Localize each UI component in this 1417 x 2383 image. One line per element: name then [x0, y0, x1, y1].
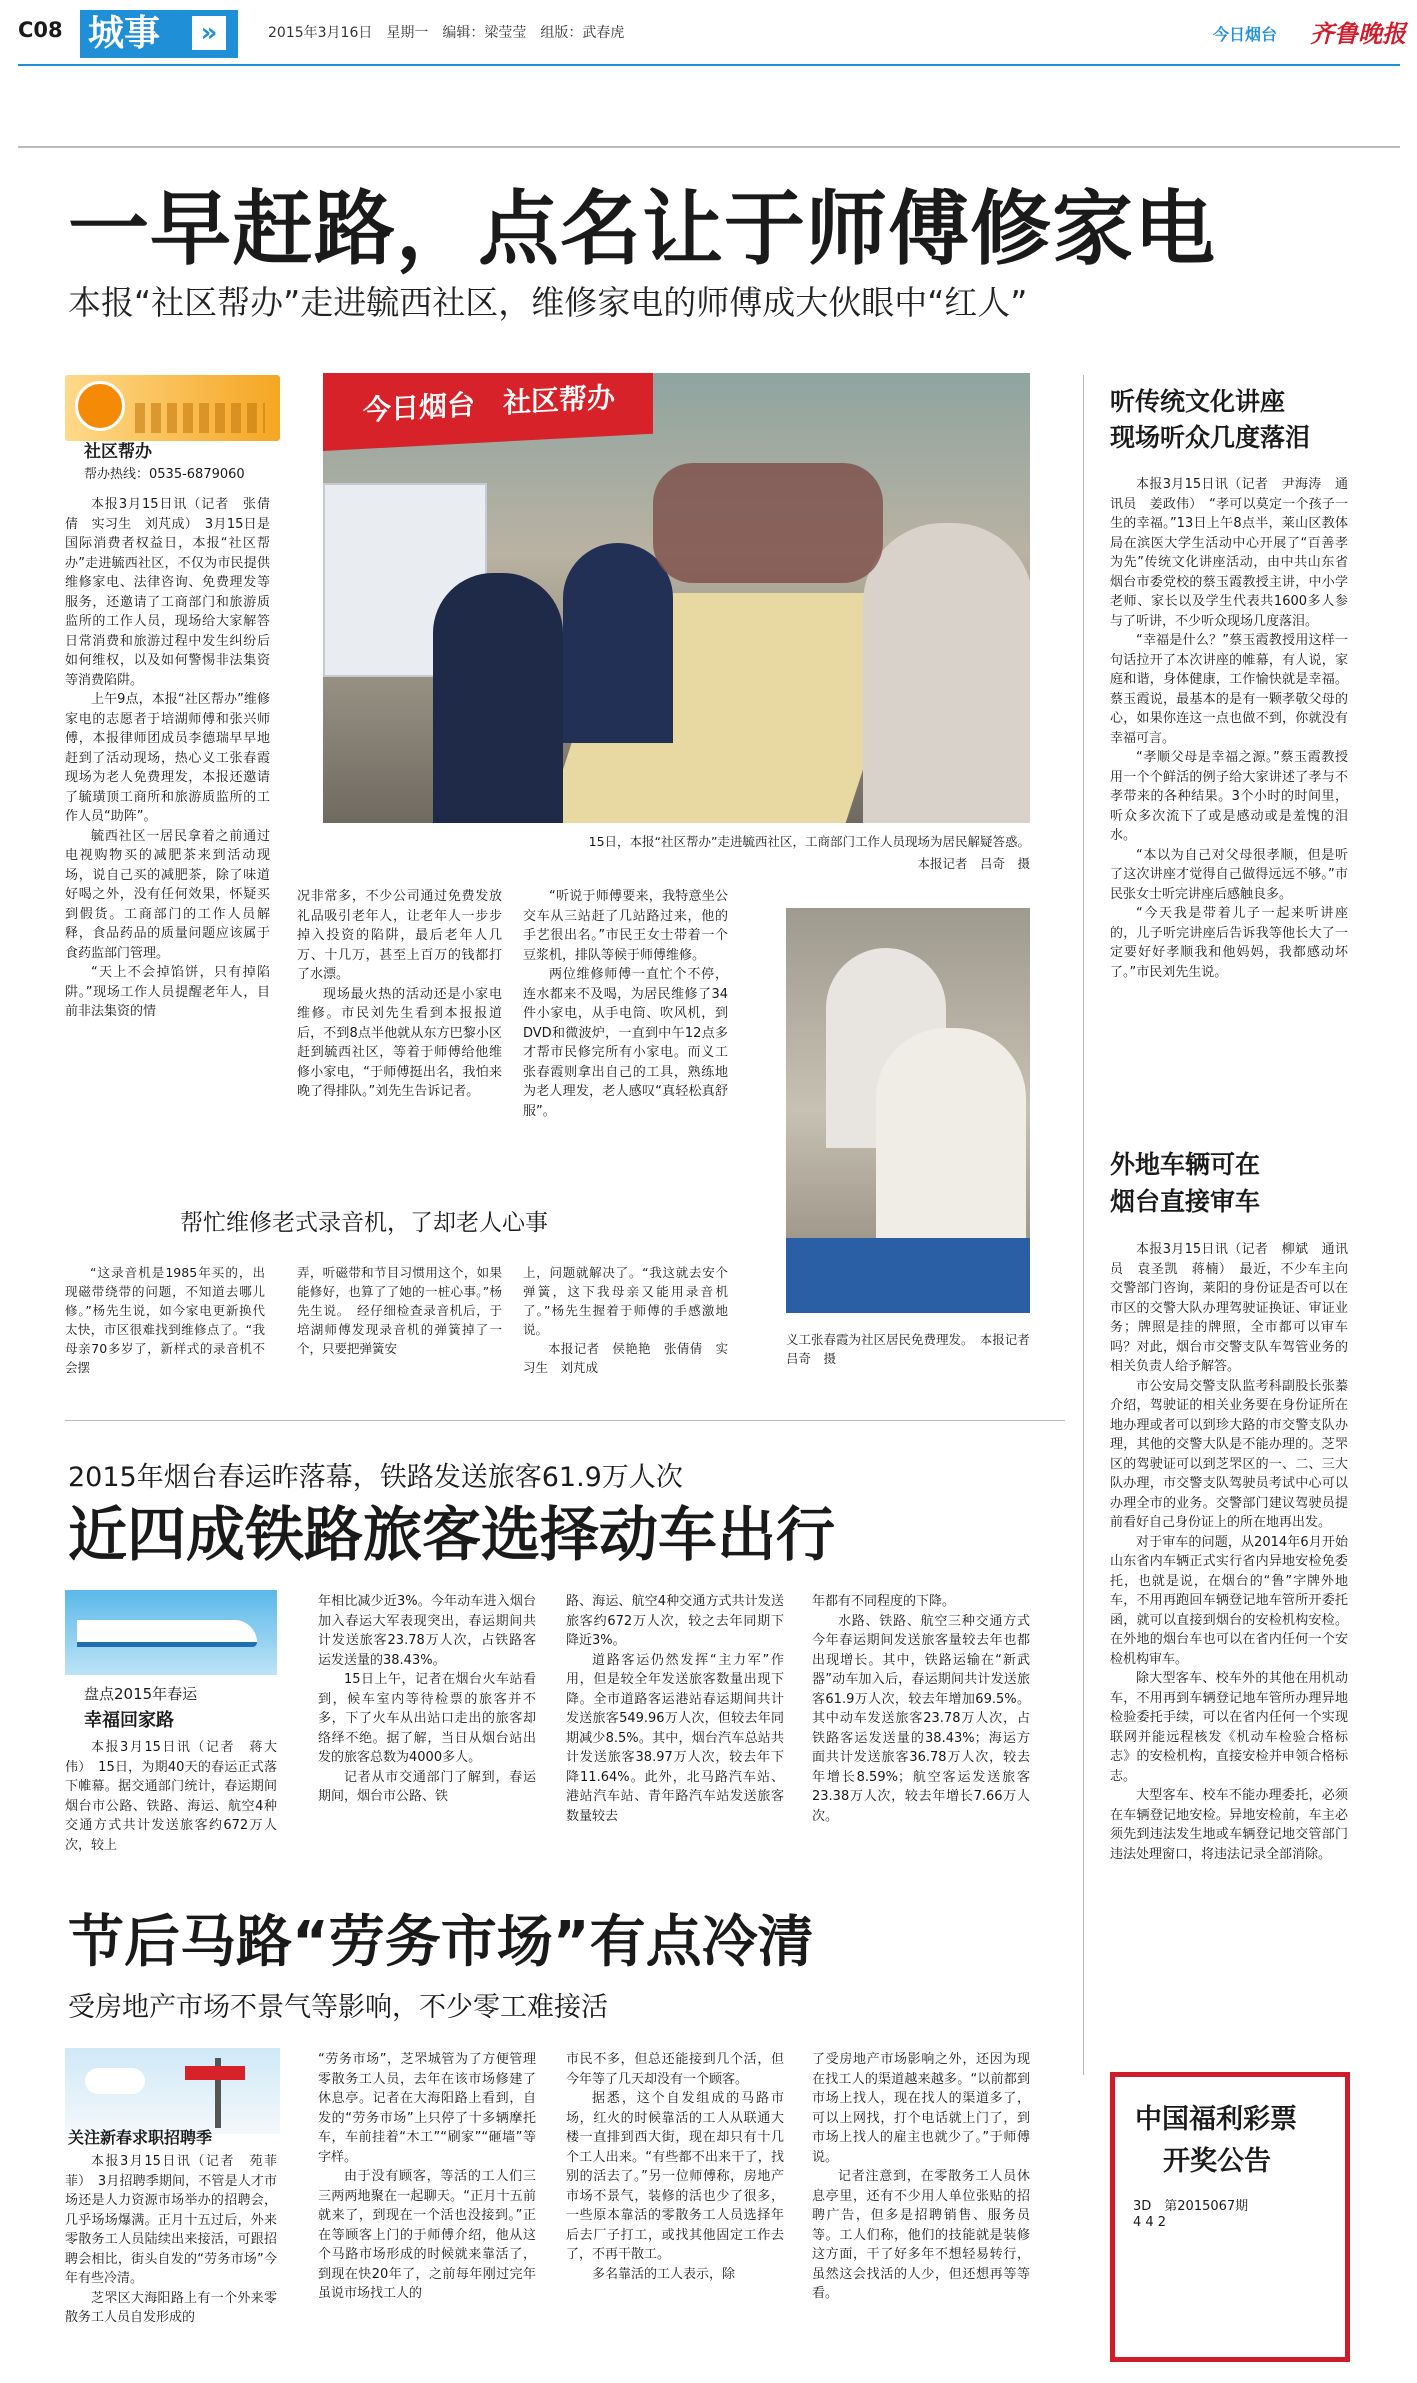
paragraph: “劳务市场”，芝罘城管为了方便管理零散务工人员，去年在该市场修建了休息亭。记者在大海阳路上看到，自发的“劳务市场”上只停了十多辆摩托车，车前挂着“木工”“刷家”“砸墙”等字样。: [318, 2052, 536, 2165]
city-skyline-icon: [135, 403, 265, 433]
rail-logo-small: 盘点2015年春运: [84, 1685, 198, 1703]
lead-col2: [297, 887, 502, 1177]
crowd: [653, 463, 883, 583]
paragraph: 15日上午，记者在烟台火车站看到，候车室内等待检票的旅客并不多，下了火车从出站口走出的旅客却络绎不绝。据了解，当日从烟台站出发的旅客总数为4000多人。: [318, 1672, 536, 1765]
lecture-body: [1110, 475, 1348, 1095]
paragraph: 水路、铁路、航空三种交通方式今年春运期间发送旅客量较去年也都出现增长。其中，铁路运输在“新武器”动车加入后，春运期间共计发送旅客61.9万人次，较去年增加69.5%。其中动车发送旅客23.78万人次，占铁路客运发送量的38.43%；海运方面共计发送旅客36.78万人次，较去年增长8.59%；航空客运发送旅客23.38万人次，较去年增长7.66万人次。: [812, 1613, 1030, 1824]
rail-col4: [812, 1592, 1030, 1892]
paragraph: 上午9点，本报“社区帮办”维修家电的志愿者于培湖师傅和张兴师傅，本报律师团成员李德瑞早早地赶到了活动现场，热心义工张春霞现场为老人免费理发，本报还邀请了毓璜顶工商所和旅游质监所的工作人员“助阵”。: [65, 692, 270, 824]
labor-col1: [65, 2152, 277, 2367]
paragraph: “天上不会掉馅饼，只有掉陷阱。”现场工作人员提醒老年人，目前非法集资的情: [65, 965, 270, 1019]
paragraph: 本报3月15日讯（记者 张倩倩 实习生 刘芃成） 3月15日是国际消费者权益日，本报“社区帮办”走进毓西社区，不仅为市民提供维修家电、法律咨询、免费理发等服务，还邀请了工商部门和旅游质监所的工作人员，现场给大家解答日常消费和旅游过程中发生纠纷后如何维权，以及如何警惕非法集资等消费陷阱。: [65, 497, 270, 688]
paragraph: 本报3月15日讯（记者 蒋大伟） 15日，为期40天的春运正式落下帷幕。据交通部门统计，春运期间烟台市公路、铁路、海运、航空4种交通方式共计发送旅客约672万人次，较上: [65, 1740, 277, 1853]
paragraph: 多名靠活的工人表示，除: [592, 2266, 736, 2282]
car-body: [1110, 1240, 1348, 2030]
subhead: 帮忙维修老式录音机，了却老人心事: [180, 1210, 548, 1236]
paragraph: 本报3月15日讯（记者 柳斌 通讯员 袁圣凯 蒋楠） 最近，不少车主向交警部门咨询，莱阳的身份证是否可以在市区的交警大队办理驾驶证换证、审证业务；牌照是挂的牌照，全市都可以审车吗？对此，烟台市交警支队车驾管业务的相关负责人给予解答。: [1110, 1242, 1348, 1374]
person-woman: [863, 523, 1030, 823]
section-block: [80, 10, 238, 58]
hotline: 帮办热线：0535-6879060: [84, 467, 245, 482]
paragraph: 本报3月15日讯（记者 尹海涛 通讯员 姜政伟） “孝可以莫定一个孩子一生的幸福。”13日上午8点半，莱山区教体局在滨医大学生活动中心开展了“百善孝为先”传统文化讲座活动，由中共山东省烟台市委党校的蔡玉霞教授主讲，中小学老师、家长以及学生代表共1600多人参与了听讲，不少听众现场几度落泪。: [1110, 477, 1348, 629]
column-logo: [65, 375, 280, 441]
paragraph: 毓西社区一居民拿着之前通过电视购物买的减肥茶来到活动现场，说自己买的减肥茶，除了味道好喝之外，没有任何效果，怀疑买到假货。工商部门的工作人员解释，食品药品的质量问题应该属于食药监部门管理。: [65, 828, 270, 961]
photo2-caption: 义工张春霞为社区居民免费理发。 本报记者 吕奇 摄: [786, 1332, 1043, 1366]
car-title-line1: 外地车辆可在: [1110, 1150, 1261, 1179]
red-cloth: [786, 1238, 1030, 1313]
masthead: [0, 0, 1417, 70]
signpost-arrow-icon: [185, 2066, 245, 2080]
paragraph: 记者从市交通部门了解到，春运期间，烟台市公路、铁: [318, 1769, 536, 1804]
paragraph: 两位维修师傅一直忙个不停，连水都来不及喝，为居民维修了34件小家电，从手电筒、吹风机，到DVD和微波炉，一直到中午12点多才帮市民修完所有小家电。而义工张春霞则拿出自己的工具，熟练地为老人理发，老人感叹“真轻松真舒服”。: [523, 967, 728, 1119]
lottery-draw: 3D 第2015067期: [1133, 2199, 1249, 2214]
rail-kicker: 2015年烟台春运昨落幕，铁路发送旅客61.9万人次: [68, 1462, 683, 1493]
lottery-title-line1: 中国福利彩票: [1135, 2104, 1297, 2135]
column-logo-title: 社区帮办: [84, 442, 152, 462]
labor-col2: [318, 2050, 536, 2368]
paragraph: 现场最火热的活动还是小家电维修。市民刘先生看到本报报道后，不到8点半他就从东方巴黎小区赶到毓西社区，等着于师傅给他维修小家电，“于师傅挺出名，我怕来晚了得排队。”刘先生告诉记者。: [297, 986, 502, 1099]
person-officer-1: [433, 573, 563, 823]
car-title-line2: 烟台直接审车: [1110, 1187, 1261, 1216]
paragraph: 本报3月15日讯（记者 苑菲菲） 3月招聘季期间，不管是人才市场还是人力资源市场举办的招聘会，几乎场场爆满。正月十五过后，外来零散务工人员陆续出来接活，可跟招聘会相比，街头自发的“劳务市场”今年有些冷清。: [65, 2154, 277, 2286]
section-label: 城事: [88, 13, 161, 54]
sub-col2: 弄，听磁带和节目习惯用这个，如果能修好，也算了了她的一桩心事。”杨先生说。 经仔细检查录音机后，于培湖师傅发现录音机的弹簧掉了一个，只要把弹簧安: [297, 1265, 502, 1356]
top-rule: [18, 146, 1400, 148]
red-banner: [323, 373, 653, 451]
paragraph: 道路客运仍然发挥“主力军”作用，但是较全年发送旅客数量出现下降。全市道路客运港站春运期间共计发送旅客549.96万人次，但较去年同期减少8.5%。其中，烟台汽车总站共计发送旅客38.97万人次，较去年下降11.64%。此外，北马路汽车站、港站汽车站、青年路汽车站发送旅客数量较去: [566, 1652, 784, 1824]
paragraph: “本以为自己对父母很孝顺，但是听了这次讲座才觉得自己做得远远不够。”市民张女士听完讲座后感触良多。: [1110, 847, 1348, 902]
paragraph: 年相比减少近3%。今年动车进入烟台加入春运大军表现突出，春运期间共计发送旅客23.78万人次，占铁路客运发送量的38.43%。: [318, 1594, 536, 1668]
labor-col4: [812, 2050, 1030, 2368]
paragraph: 据悉，这个自发组成的马路市场，红火的时候靠活的工人从联通大楼一直排到西大街，现在却只有十几个工人出来。“有些都不出来干了，找别的活去了。”另一位师傅称，房地产市场不景气，装修的活也少了很多，一些原本靠活的零散务工人员选择年后去厂子打工，或找其他固定工作去了，不再干散工。: [566, 2091, 784, 2262]
labor-logo: [65, 2048, 280, 2134]
rail-col2: [318, 1592, 536, 1892]
labor-col3: [566, 2050, 784, 2368]
lecture-title-line2: 现场听众几度落泪: [1110, 423, 1311, 452]
sub-col3: [523, 1263, 728, 1393]
date-line: 2015年3月16日 星期一 编辑：梁莹莹 组版：武春虎: [268, 25, 625, 41]
paragraph: 大型客车、校车不能办理委托，必须在车辆登记地安检。异地安检前，车主必须先到违法发生地或车辆登记地交管部门违法处理窗口，将违法记录全部消除。: [1110, 1788, 1348, 1862]
masthead-rule: [18, 64, 1400, 66]
paragraph: 市民不多，但总还能接到几个活，但今年等了几天却没有一个顾客。: [566, 2052, 784, 2087]
labor-subtitle: 受房地产市场不景气等影响，不少零工难接活: [68, 1992, 608, 2023]
photo1-caption: 15日，本报“社区帮办”走进毓西社区，工商部门工作人员现场为居民解疑答惑。: [588, 834, 1030, 849]
sidebar-divider: [1083, 375, 1084, 2075]
sub-col1: “这录音机是1985年买的，出现磁带绕带的问题，不知道去哪儿修。”杨先生说，如今家电更新换代太快，市区很难找到维修点了。“我母亲70多岁了，新样式的录音机不会摆: [65, 1265, 265, 1375]
lottery-box: [1110, 2072, 1350, 2362]
lead-col1: [65, 495, 270, 1240]
page-number: C08: [18, 18, 63, 42]
rail-col3: [566, 1592, 784, 1892]
lead-photo-haircut: [786, 908, 1030, 1313]
rail-col1: [65, 1738, 277, 1888]
paragraph: “听说于师傅要来，我特意坐公交车从三站赶了几站路过来，他的手艺很出名。”市民王女士带着一个豆浆机，排队等候于师傅维修。: [523, 889, 728, 963]
paragraph: 了受房地产市场影响之外，还因为现在找工人的渠道越来越多。“以前都到市场上找人，现在找人的渠道多了，可以上网找，打个电话就上门了，到市场上找人的雇主也就少了。”于师傅说。: [812, 2052, 1030, 2165]
headset-icon: [75, 381, 125, 431]
lecture-title-line1: 听传统文化讲座: [1110, 387, 1286, 416]
paragraph: 路、海运、航空4种交通方式共计发送旅客约672万人次，较之去年同期下降近3%。: [566, 1594, 784, 1648]
byline: 本报记者 侯艳艳 张倩倩 实习生 刘芃成: [523, 1341, 728, 1375]
section-rule: [65, 1420, 1065, 1421]
lead-subtitle: 本报“社区帮办”走进毓西社区，维修家电的师傅成大伙眼中“红人”: [68, 283, 1028, 322]
paragraph: 况非常多，不少公司通过免费发放礼品吸引老年人，让老年人一步步掉入投资的陷阱，最后老年人几万、十几万，甚至上百万的钱都打了水漂。: [297, 889, 502, 982]
lead-col3: [523, 887, 728, 1177]
rail-logo-big: 幸福回家路: [84, 1710, 174, 1731]
rail-title: 近四成铁路旅客选择动车出行: [68, 1500, 836, 1569]
paragraph: 上，问题就解决了。“我这就去安个弹簧，这下我母亲又能用录音机了。”杨先生握着于师傅的手感激地说。: [523, 1265, 728, 1337]
paragraph: 芝罘区大海阳路上有一个外来零散务工人员自发形成的: [65, 2290, 277, 2325]
photo1-credit: 本报记者 吕奇 摄: [917, 856, 1030, 871]
lottery-numbers: 4 4 2: [1133, 2215, 1167, 2230]
paragraph: “幸福是什么？”蔡玉霞教授用这样一句话拉开了本次讲座的帷幕，有人说，家庭和谐，身体健康，工作愉快就是幸福。蔡玉霞说，最基本的是有一颗孝敬父母的心，如果你连这一点也做不到，你就没有幸福可言。: [1110, 633, 1348, 746]
paragraph: 市公安局交警支队监考科副股长张蓁介绍，驾驶证的相关业务要在身份证所在地办理或者可以到珍大路的市交警支队办理，其他的交警大队是不能办理的。芝罘区的驾驶证可以到芝罘区的一、二、三大队办理，市交警支队驾驶员考试中心可以办理全市的业务。交警部门建议驾驶员提前看好自己身份证上的所在地再出发。: [1110, 1378, 1348, 1530]
labor-title: 节后马路“劳务市场”有点冷清: [68, 1910, 814, 1975]
paragraph: 除大型客车、校车外的其他在用机动车，不用再到车辆登记地车管所办理异地检验委托手续，可以在省内任何一个实现联网并能远程核发《机动车检验合格标志》的安检机构，直接安检并申领合格标志。: [1110, 1671, 1348, 1784]
lead-photo-main: [323, 373, 1030, 823]
paragraph: 年都有不同程度的下降。: [812, 1594, 956, 1609]
person-officer-2: [563, 543, 673, 743]
paragraph: “今天我是带着儿子一起来听讲座的，儿子听完讲座后告诉我等他长大了一定要好好孝顺我和他妈妈，我都感动坏了。”市民刘先生说。: [1110, 906, 1348, 980]
chevron-right-icon: »: [192, 16, 226, 50]
paragraph: 由于没有顾客，等活的工人们三三两两地聚在一起聊天。“正月十五前就来了，到现在一个活也没接到。”正在等顾客上门的于师傅介绍，他从这个马路市场形成的时候就来靠活了，到现在快20年了，之前每年刚过完年虽说市场找工人的: [318, 2169, 536, 2301]
paragraph: 对于审车的问题，从2014年6月开始山东省内车辆正式实行省内异地安检免委托，也就是说，在烟台的“鲁”字牌外地车，不用再跑回车辆登记地车管所开委托函，就可以直接到烟台的安检机构安检。在外地的烟台车也可以在省内任何一个安检机构审车。: [1110, 1534, 1348, 1667]
paragraph: 记者注意到，在零散务工人员休息亭里，还有不少用人单位张贴的招聘广告，但多是招聘销售、服务员等。工人们称，他们的技能就是装修这方面，干了好多年不想轻易转行，虽然这会找活的人少，但还想再等等看。: [812, 2169, 1030, 2301]
banner-text: 今日烟台 社区帮办: [363, 380, 616, 427]
brand-small: 今日烟台: [1213, 25, 1278, 44]
brand-logo: 齐鲁晚报: [1310, 19, 1406, 48]
labor-logo-text: 关注新春求职招聘季: [68, 2128, 213, 2147]
lead-title: 一早赶路，点名让于师傅修家电: [68, 183, 1217, 277]
lottery-title-line2: 开奖公告: [1163, 2146, 1271, 2177]
paragraph: “孝顺父母是幸福之源。”蔡玉霞教授用一个个鲜活的例子给大家讲述了孝与不孝带来的各种结果。3个小时的时间里，听众多次流下了或是感动或是羞愧的泪水。: [1110, 750, 1348, 843]
rail-logo: [65, 1590, 277, 1675]
train-icon: [77, 1620, 257, 1647]
cloud-icon: [85, 2068, 145, 2094]
